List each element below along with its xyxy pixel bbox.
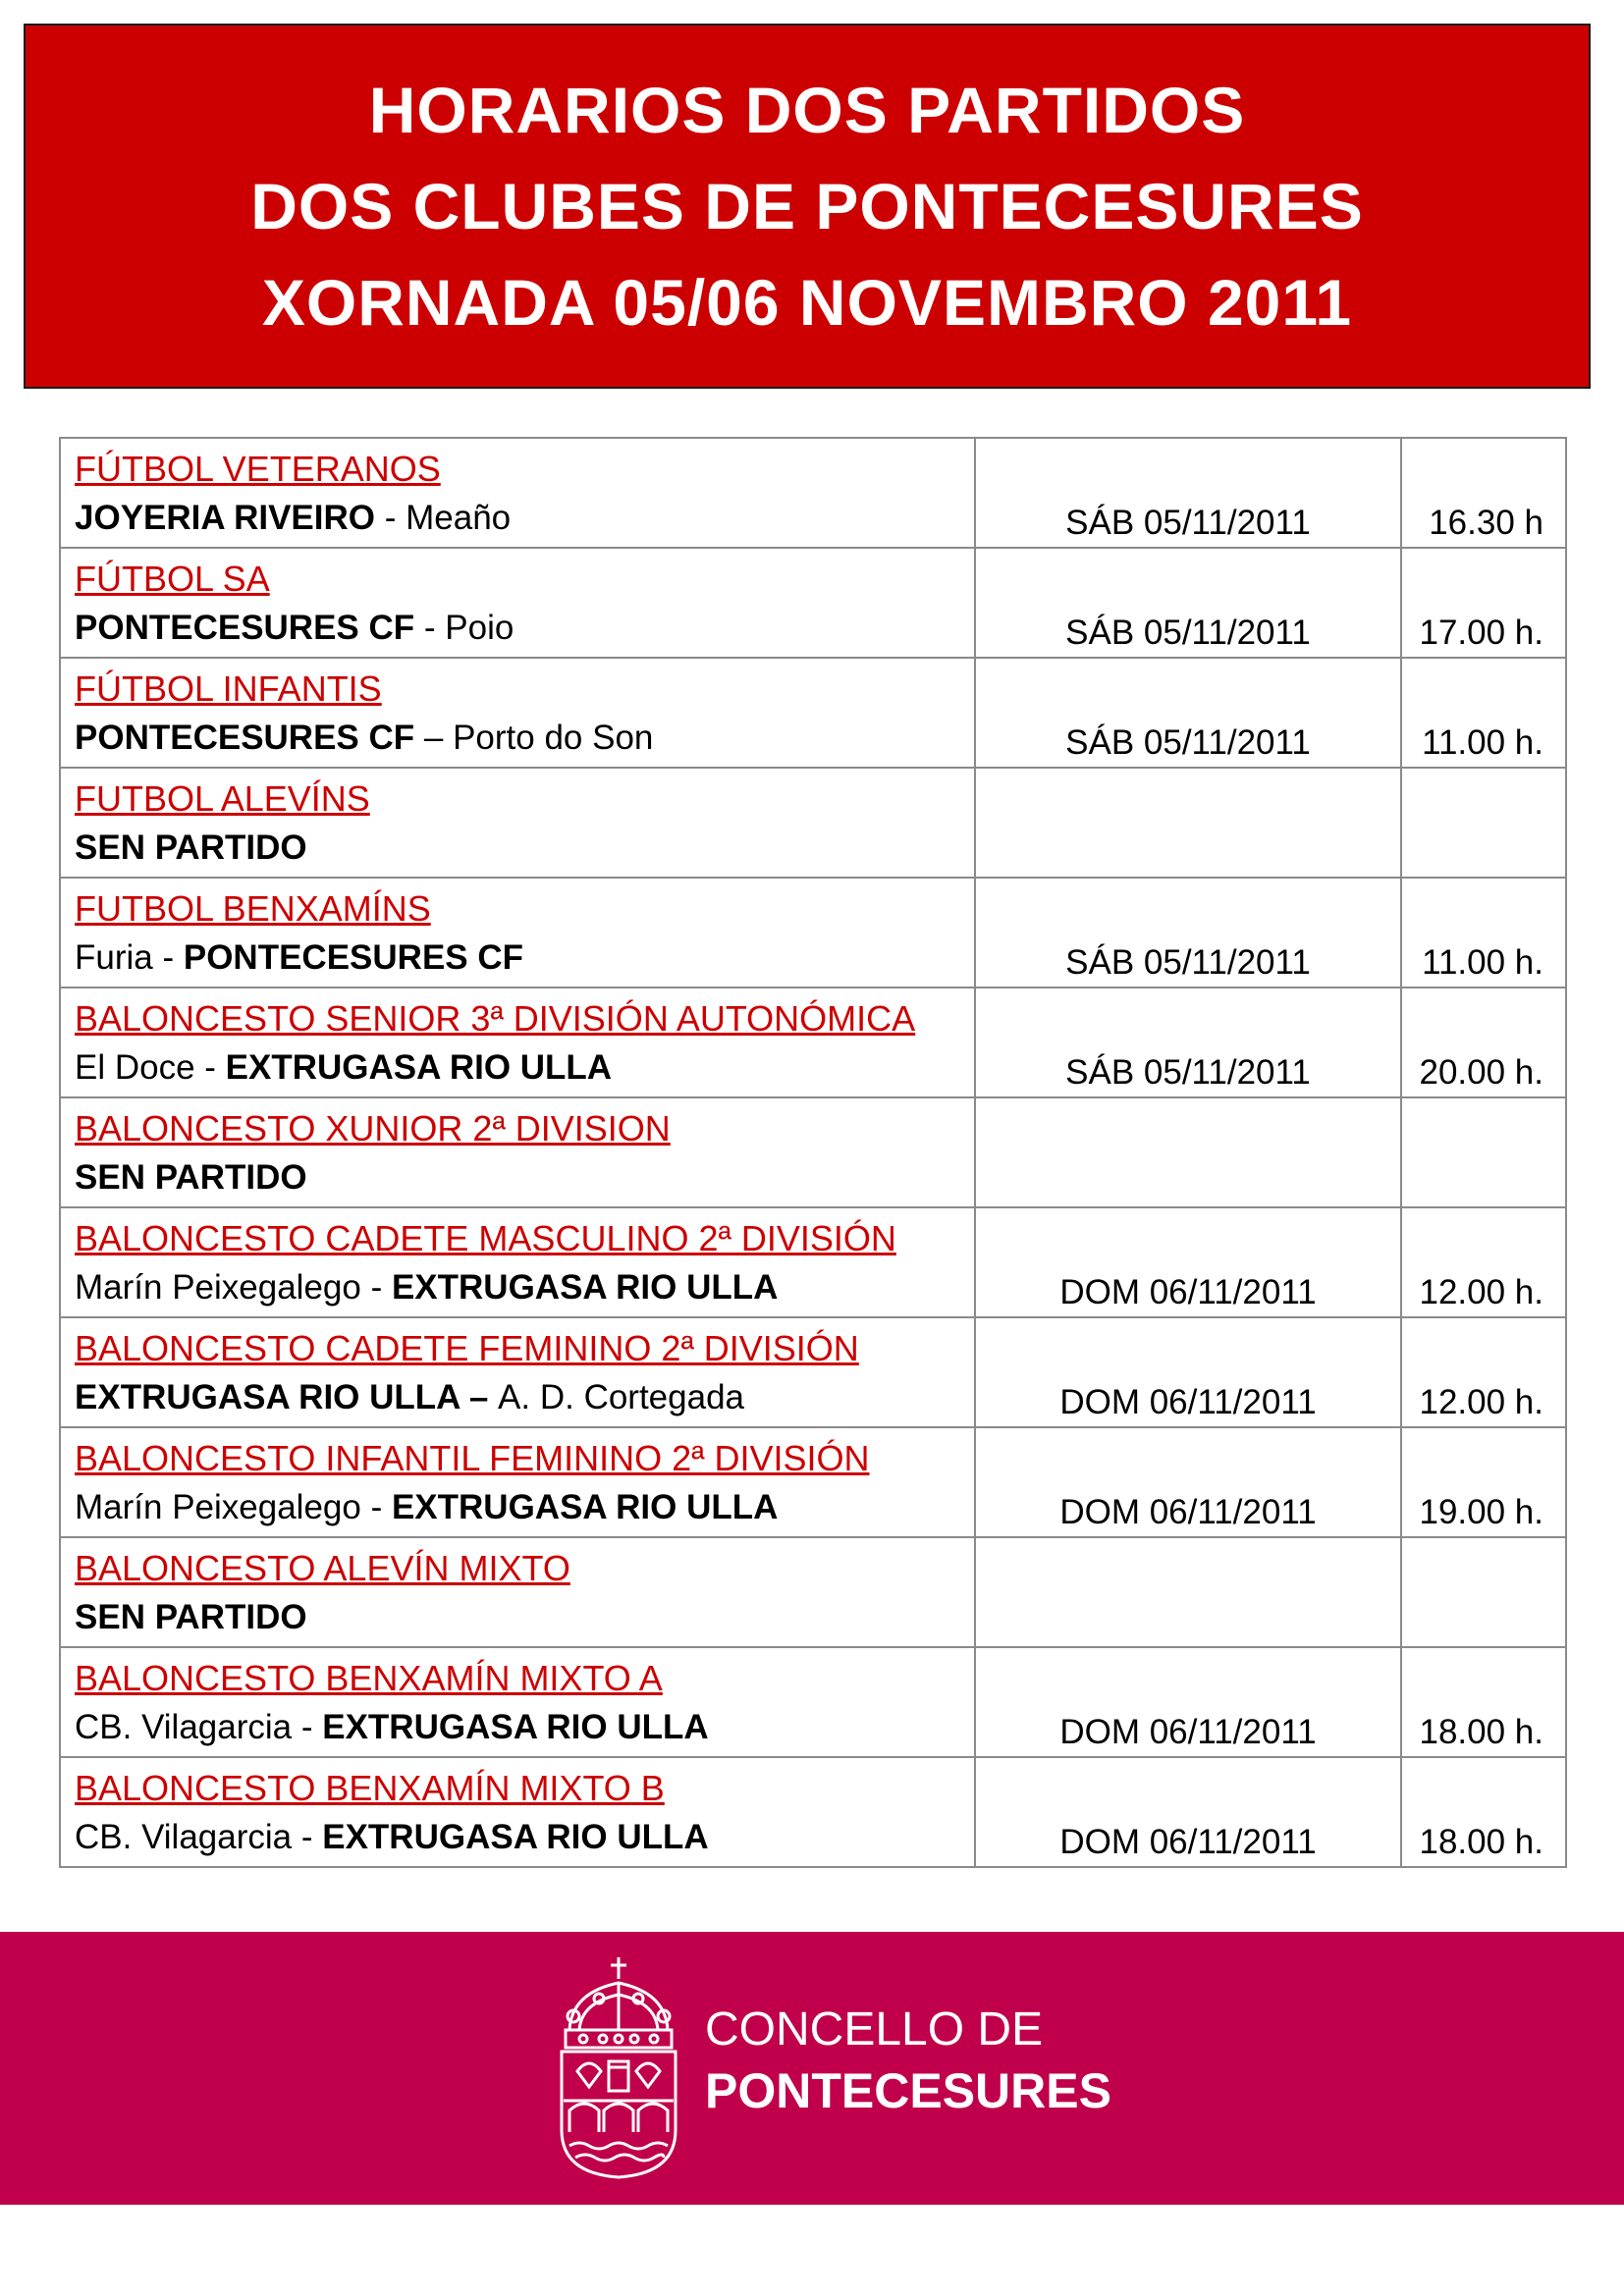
table-row [60, 1317, 1566, 1427]
table-row [60, 438, 1566, 548]
match-date [975, 1097, 1401, 1207]
table-row [60, 768, 1566, 878]
team-name-bold: JOYERIA RIVEIRO [75, 499, 375, 537]
match-time: 12.00 h. [1401, 1317, 1566, 1427]
match-date: SÁB 05/11/2011 [975, 878, 1401, 988]
table-row [60, 1207, 1566, 1317]
team-name-bold: EXTRUGASA RIO ULLA [322, 1708, 709, 1746]
teams-line [75, 1703, 960, 1752]
municipality-name [705, 2001, 1111, 2122]
match-cell [60, 1537, 975, 1647]
table-row [60, 548, 1566, 658]
coat-of-arms-icon [550, 1953, 687, 2181]
category-label: FUTBOL BENXAMÍNS [75, 888, 431, 929]
category-label: FÚTBOL VETERANOS [75, 449, 441, 489]
match-time: 19.00 h. [1401, 1427, 1566, 1537]
team-name-bold: SEN PARTIDO [75, 1158, 307, 1197]
teams-line [75, 1153, 960, 1202]
table-row [60, 1537, 1566, 1647]
teams-line [75, 714, 960, 763]
team-name-bold: SEN PARTIDO [75, 1598, 307, 1636]
match-time: 11.00 h. [1401, 658, 1566, 768]
match-time: 20.00 h. [1401, 988, 1566, 1097]
category-label: FÚTBOL INFANTIS [75, 668, 382, 709]
footer-banner [0, 1932, 1624, 2205]
team-name: Marín Peixegalego - [75, 1488, 392, 1526]
match-time: 17.00 h. [1401, 548, 1566, 658]
match-time [1401, 1097, 1566, 1207]
footer-line-2: PONTECESURES [705, 2063, 1111, 2118]
match-cell [60, 1207, 975, 1317]
table-row [60, 988, 1566, 1097]
team-name-bold: PONTECESURES CF [183, 938, 524, 977]
team-name: - Poio [414, 609, 514, 647]
match-date: SÁB 05/11/2011 [975, 548, 1401, 658]
match-time: 12.00 h. [1401, 1207, 1566, 1317]
table-row [60, 1757, 1566, 1867]
match-cell [60, 1647, 975, 1757]
category-label: BALONCESTO XUNIOR 2ª DIVISION [75, 1108, 671, 1148]
match-cell [60, 1317, 975, 1427]
team-name: Marín Peixegalego - [75, 1268, 392, 1307]
match-time [1401, 768, 1566, 878]
match-date: SÁB 05/11/2011 [975, 438, 1401, 548]
match-cell [60, 1097, 975, 1207]
match-time: 16.30 h [1401, 438, 1566, 548]
team-name-bold: EXTRUGASA RIO ULLA [391, 1268, 779, 1307]
team-name: Furia - [75, 938, 184, 977]
table-row [60, 1097, 1566, 1207]
match-time: 11.00 h. [1401, 878, 1566, 988]
title-banner [24, 24, 1591, 389]
title-line-3: XORNADA 05/06 NOVEMBRO 2011 [261, 266, 1353, 339]
team-name-bold: PONTECESURES CF [75, 719, 415, 757]
teams-line [75, 604, 960, 653]
match-time: 18.00 h. [1401, 1757, 1566, 1867]
table-row [60, 878, 1566, 988]
schedule-table [59, 437, 1567, 1868]
match-cell [60, 768, 975, 878]
title-line-1: HORARIOS DOS PARTIDOS [368, 74, 1246, 146]
table-row [60, 658, 1566, 768]
category-label: FUTBOL ALEVÍNS [75, 778, 370, 819]
match-date: SÁB 05/11/2011 [975, 658, 1401, 768]
category-label: BALONCESTO INFANTIL FEMININO 2ª DIVISIÓN [75, 1438, 870, 1478]
teams-line [75, 1043, 960, 1093]
category-label: BALONCESTO CADETE MASCULINO 2ª DIVISIÓN [75, 1218, 896, 1258]
team-name-bold: EXTRUGASA RIO ULLA [322, 1818, 709, 1856]
match-time [1401, 1537, 1566, 1647]
team-name: CB. Vilagarcia - [75, 1708, 323, 1746]
teams-line [75, 824, 960, 873]
match-date: DOM 06/11/2011 [975, 1317, 1401, 1427]
team-name-bold: PONTECESURES CF [75, 609, 415, 647]
match-cell [60, 658, 975, 768]
teams-line [75, 1373, 960, 1422]
category-label: BALONCESTO CADETE FEMININO 2ª DIVISIÓN [75, 1328, 859, 1368]
match-cell [60, 988, 975, 1097]
teams-line [75, 934, 960, 983]
category-label: BALONCESTO SENIOR 3ª DIVISIÓN AUTONÓMICA [75, 998, 916, 1039]
match-date: DOM 06/11/2011 [975, 1647, 1401, 1757]
match-date [975, 768, 1401, 878]
teams-line [75, 1263, 960, 1312]
footer-line-1: CONCELLO DE [705, 2003, 1044, 2056]
match-cell [60, 878, 975, 988]
teams-line [75, 494, 960, 543]
category-label: BALONCESTO ALEVÍN MIXTO [75, 1548, 570, 1588]
match-cell [60, 1427, 975, 1537]
teams-line [75, 1483, 960, 1532]
team-name-bold: SEN PARTIDO [75, 828, 307, 867]
team-name: – Porto do Son [414, 719, 654, 757]
match-date: DOM 06/11/2011 [975, 1207, 1401, 1317]
match-cell [60, 548, 975, 658]
table-row [60, 1427, 1566, 1537]
schedule-body [60, 438, 1566, 1867]
category-label: FÚTBOL SA [75, 559, 270, 599]
team-name-bold: EXTRUGASA RIO ULLA [225, 1048, 613, 1087]
match-cell [60, 438, 975, 548]
match-date [975, 1537, 1401, 1647]
title-line-2: DOS CLUBES DE PONTECESURES [250, 170, 1364, 242]
team-name: CB. Vilagarcia - [75, 1818, 323, 1856]
table-row [60, 1647, 1566, 1757]
match-date: DOM 06/11/2011 [975, 1757, 1401, 1867]
match-cell [60, 1757, 975, 1867]
teams-line [75, 1593, 960, 1642]
team-name: A. D. Cortegada [498, 1378, 745, 1416]
team-name-bold: EXTRUGASA RIO ULLA [391, 1488, 779, 1526]
teams-line [75, 1813, 960, 1862]
match-time: 18.00 h. [1401, 1647, 1566, 1757]
match-date: SÁB 05/11/2011 [975, 988, 1401, 1097]
team-name: El Doce - [75, 1048, 226, 1087]
category-label: BALONCESTO BENXAMÍN MIXTO A [75, 1658, 663, 1698]
category-label: BALONCESTO BENXAMÍN MIXTO B [75, 1768, 665, 1808]
team-name: - Meaño [375, 499, 512, 537]
match-date: DOM 06/11/2011 [975, 1427, 1401, 1537]
team-name-bold: EXTRUGASA RIO ULLA – [75, 1378, 499, 1416]
